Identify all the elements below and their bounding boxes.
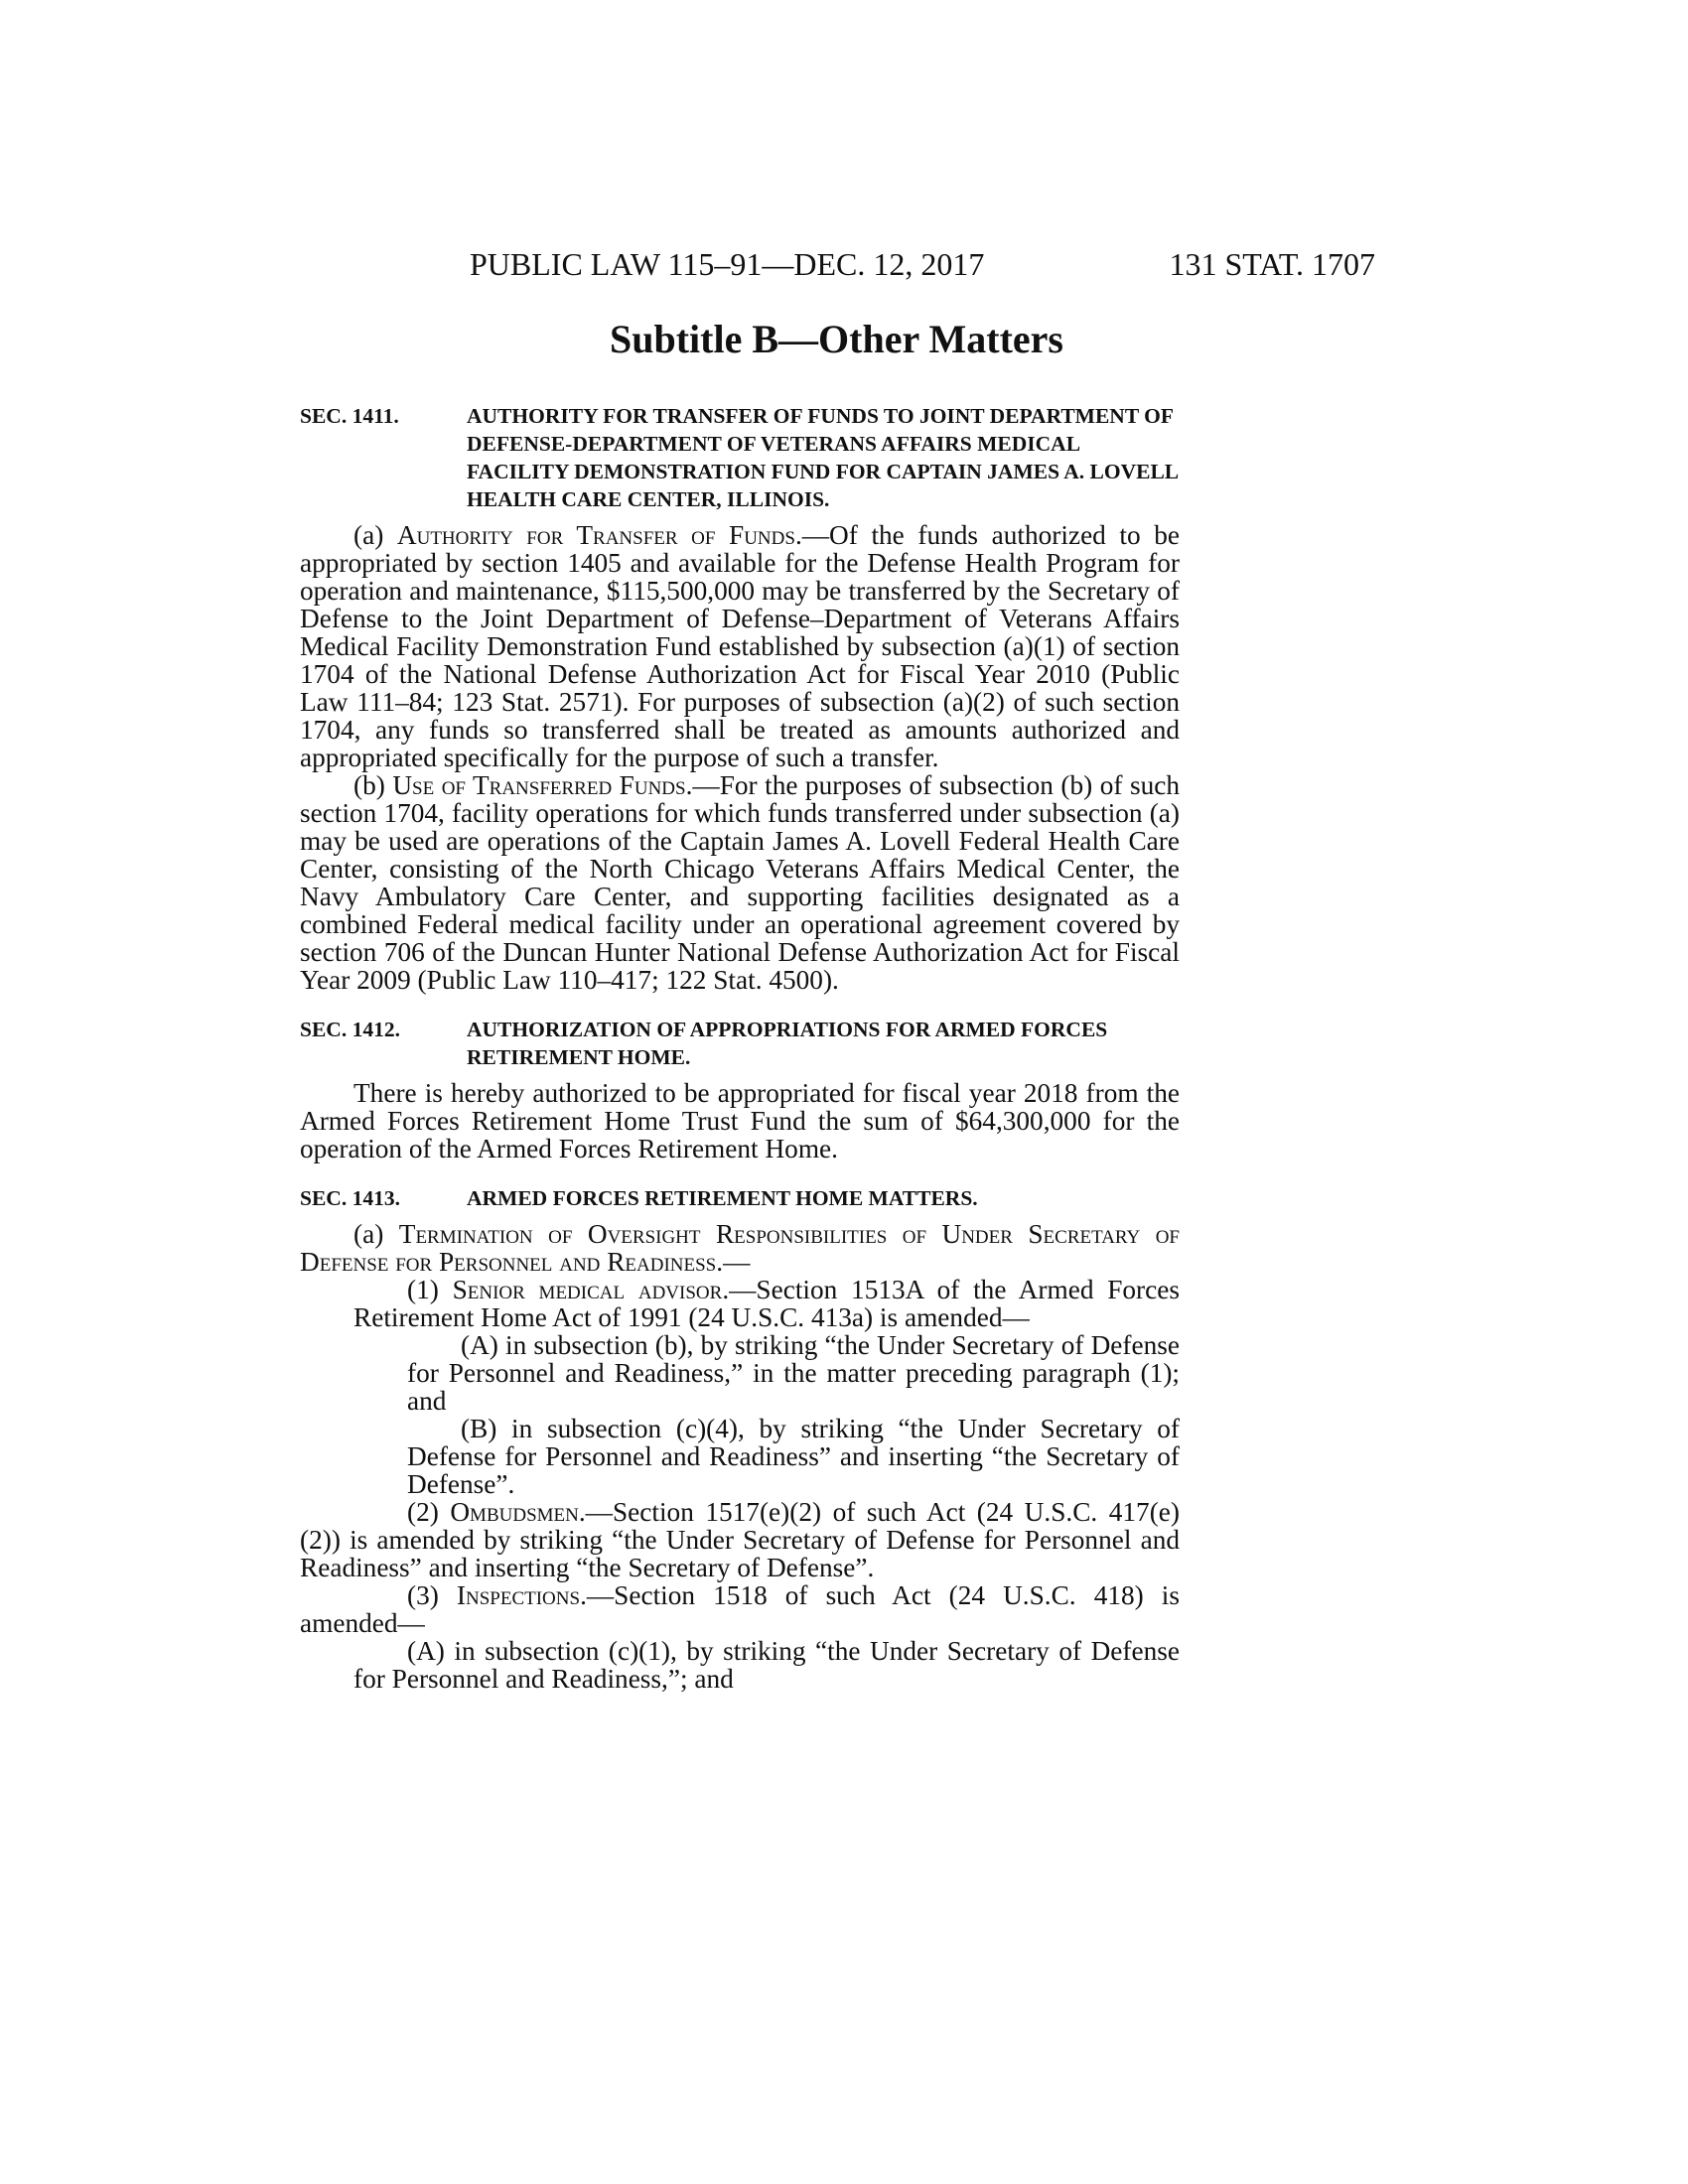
paragraph-label: (3)	[407, 1580, 457, 1610]
subparagraph-1A: (A) in subsection (b), by striking “the Under Secretary of Defense for Personnel and Readiness,” in the matter preceding paragraph (1); and	[407, 1330, 1180, 1416]
paragraph-3	[300, 1581, 1180, 1637]
paragraph-label: (1)	[407, 1275, 453, 1304]
subtitle-heading: Subtitle B—Other Matters	[610, 317, 1063, 361]
subsection-label: (b)	[353, 770, 393, 800]
subsection-label: (a)	[353, 1219, 399, 1249]
subsection-b	[300, 771, 1180, 994]
section-title: AUTHORITY FOR TRANSFER OF FUNDS TO JOINT DEPARTMENT OF DEFENSE-DEPARTMENT OF VETERANS AFFAIRS MEDICAL FACILITY DEMONSTRATION FUND FOR CAPTAIN JAMES A. LOVELL HEALTH CARE CENTER, ILLINOIS.	[467, 404, 1178, 511]
subparagraph-1B: (B) in subsection (c)(4), by striking “the Under Secretary of Defense for Personnel and Readiness” and inserting “the Secretary of Defense”.	[407, 1414, 1180, 1499]
running-title: PUBLIC LAW 115–91—DEC. 12, 2017	[470, 246, 985, 282]
paragraph-1	[353, 1276, 1180, 1331]
paragraph-label: (2)	[407, 1497, 451, 1527]
subsection-a	[300, 1220, 1180, 1276]
section-heading-1413	[300, 1184, 1180, 1212]
paragraph-text: .—Section 1513A of the Armed Forces Retirement Home Act of 1991 (24 U.S.C. 413a) is amended—	[353, 1275, 1180, 1332]
running-head	[298, 246, 1375, 286]
subsection-text: .—Of the funds authorized to be appropriated by section 1405 and available for the Defense Health Program for operation and maintenance, $115,500,000 may be transferred by the Secretary of Defense to the Joint Department of Defense–Department of Veterans Affairs Medical Facility Demonstration Fund established by subsection (a)(1) of section 1704 of the National Defense Authorization Act for Fiscal Year 2010 (Public Law 111–84; 123 Stat. 2571). For purposes of subsection (a)(2) of such section 1704, any funds so transferred shall be treated as amounts authorized and appropriated specifically for the purpose of such a transfer.	[300, 520, 1181, 772]
stat-citation: 131 STAT. 1707	[1169, 246, 1375, 282]
paragraph-2	[300, 1498, 1180, 1581]
subsection-heading: Use of Transferred Funds	[392, 770, 686, 800]
section-number: SEC. 1413.	[300, 1186, 400, 1210]
section-title: AUTHORIZATION OF APPROPRIATIONS FOR ARMED FORCES RETIREMENT HOME.	[467, 1018, 1108, 1069]
section-number: SEC. 1411.	[300, 404, 399, 428]
subsection-a	[300, 521, 1180, 771]
document-body	[300, 402, 1180, 1693]
subsection-heading: Termination of Oversight Responsibilities of Under Secretary of Defense for Personnel and Readiness	[300, 1219, 1181, 1277]
section-text: There is hereby authorized to be appropriated for fiscal year 2018 from the Armed Forces Retirement Home Trust Fund the sum of $64,300,000 for the operation of the Armed Forces Retirement Home.	[300, 1078, 1180, 1163]
subsection-dash: .—	[716, 1247, 751, 1277]
paragraph-heading: Inspections	[456, 1580, 581, 1610]
section-heading-1411	[300, 402, 1180, 513]
paragraph-heading: Ombudsmen	[450, 1497, 579, 1527]
subsection-label: (a)	[353, 520, 397, 550]
subparagraph-3A: (A) in subsection (c)(1), by striking “the Under Secretary of Defense for Personnel and Readiness,”; and	[353, 1636, 1180, 1694]
section-number: SEC. 1412.	[300, 1018, 400, 1041]
paragraph-text: .—Section 1517(e)(2) of such Act (24 U.S.C. 417(e)(2)) is amended by striking “the Under Secretary of Defense for Personnel and Readiness” and inserting “the Secretary of Defense”.	[300, 1497, 1180, 1582]
section-title: ARMED FORCES RETIREMENT HOME MATTERS.	[467, 1186, 978, 1210]
paragraph-text: .—Section 1518 of such Act (24 U.S.C. 418) is amended—	[300, 1580, 1180, 1638]
paragraph-heading: Senior medical advisor	[452, 1275, 723, 1304]
subsection-text: .—For the purposes of subsection (b) of such section 1704, facility operations for which funds transferred under subsection (a) may be used are operations of the Captain James A. Lovell Federal Health Care Center, consisting of the North Chicago Veterans Affairs Medical Center, the Navy Ambulatory Care Center, and supporting facilities designated as a combined Federal medical facility under an operational agreement covered by section 706 of the Duncan Hunter National Defense Authorization Act for Fiscal Year 2009 (Public Law 110–417; 122 Stat. 4500).	[300, 770, 1180, 995]
section-heading-1412	[300, 1016, 1180, 1071]
subsection-heading: Authority for Transfer of Funds	[396, 520, 795, 550]
